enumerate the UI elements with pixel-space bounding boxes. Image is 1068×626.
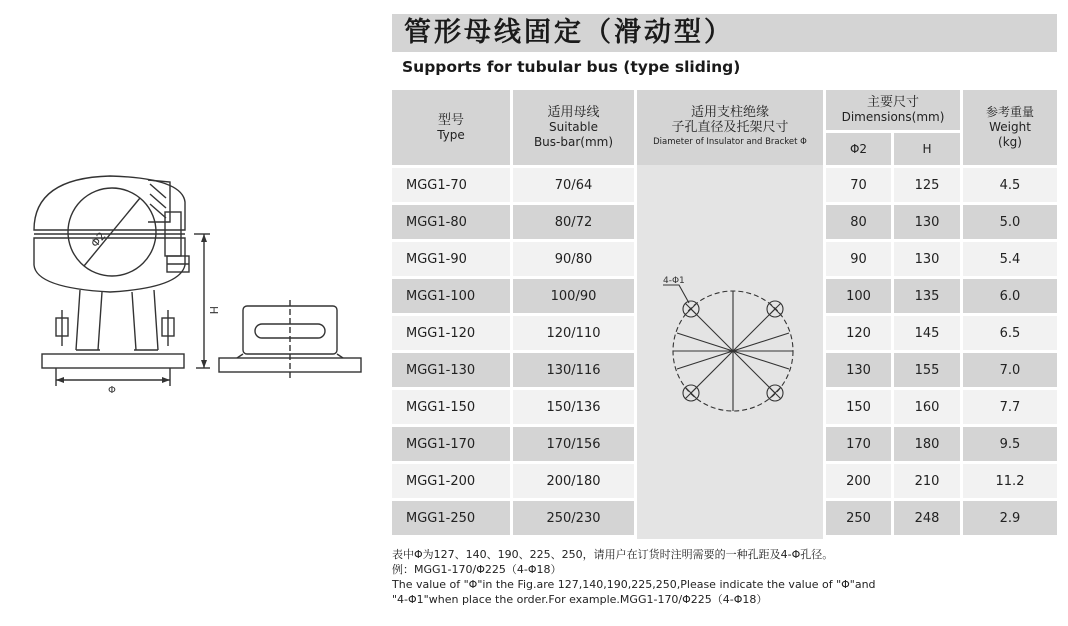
cell-bus: 150/136 [513,390,634,424]
cell-weight: 2.9 [963,501,1057,535]
spec-table [392,90,1057,539]
cell-h: 248 [894,501,960,535]
hole-label: 4-Φ1 [663,276,685,286]
cell-type: MGG1-130 [392,353,510,387]
cell-type: MGG1-70 [392,168,510,202]
header-phi2: Φ2 [826,133,891,165]
cell-h: 145 [894,316,960,350]
cell-bus: 170/156 [513,427,634,461]
cell-h: 210 [894,464,960,498]
cell-weight: 11.2 [963,464,1057,498]
cell-type: MGG1-100 [392,279,510,313]
note-line-1: 表中Φ为127、140、190、225、250，请用户在订货时注明需要的一种孔距及4-Φ孔径。 [392,548,834,561]
cell-weight: 5.4 [963,242,1057,276]
cell-weight: 6.5 [963,316,1057,350]
cell-phi2: 70 [826,168,891,202]
cell-weight: 6.0 [963,279,1057,313]
cell-type: MGG1-150 [392,390,510,424]
cell-bus: 100/90 [513,279,634,313]
note-line-2: 例：MGG1-170/Φ225（4-Φ18） [392,563,562,576]
cell-h: 130 [894,205,960,239]
header-type: 型号 Type [392,90,510,165]
phi-dim-label: Φ [108,385,116,395]
page-title-cn: 管形母线固定（滑动型） [404,17,734,48]
cell-weight: 9.5 [963,427,1057,461]
cell-weight: 7.7 [963,390,1057,424]
note-line-4: "4-Φ1"when place the order.For example.MGG1-170/Φ225（4-Φ18） [392,593,768,606]
cell-type: MGG1-250 [392,501,510,535]
cell-bus: 200/180 [513,464,634,498]
cell-phi2: 150 [826,390,891,424]
cell-type: MGG1-200 [392,464,510,498]
page-title-en: Supports for tubular bus (type sliding) [402,58,741,76]
cell-bus: 130/116 [513,353,634,387]
cell-phi2: 90 [826,242,891,276]
cell-h: 160 [894,390,960,424]
h-dim-label: H [207,306,220,315]
cell-bus: 120/110 [513,316,634,350]
cell-phi2: 100 [826,279,891,313]
header-weight: 参考重量 Weight (kg) [963,90,1057,165]
cell-bus: 80/72 [513,205,634,239]
cell-h: 155 [894,353,960,387]
header-bus: 适用母线 Suitable Bus-bar(mm) [513,90,634,165]
header-h: H [894,133,960,165]
cell-weight: 4.5 [963,168,1057,202]
cell-bus: 250/230 [513,501,634,535]
cell-phi2: 200 [826,464,891,498]
cell-bus: 70/64 [513,168,634,202]
side-view-drawing [215,300,365,380]
cell-weight: 7.0 [963,353,1057,387]
cell-h: 130 [894,242,960,276]
cell-h: 180 [894,427,960,461]
front-view-drawing [20,170,220,395]
hole-pattern-drawing [657,275,807,415]
cell-h: 135 [894,279,960,313]
notes [392,547,1052,607]
cell-bus: 90/80 [513,242,634,276]
cell-type: MGG1-120 [392,316,510,350]
cell-type: MGG1-170 [392,427,510,461]
cell-type: MGG1-90 [392,242,510,276]
cell-phi2: 130 [826,353,891,387]
header-diameter: 适用支柱绝缘 子孔直径及托架尺寸 Diameter of Insulator and Bracket Φ [637,90,823,165]
cell-weight: 5.0 [963,205,1057,239]
cell-phi2: 120 [826,316,891,350]
phi2-dim-label: Φ2 [88,229,109,250]
cell-type: MGG1-80 [392,205,510,239]
cell-phi2: 250 [826,501,891,535]
cell-h: 125 [894,168,960,202]
cell-phi2: 170 [826,427,891,461]
header-dimensions: 主要尺寸 Dimensions(mm) [826,90,960,130]
note-line-3: The value of "Φ"in the Fig.are 127,140,190,225,250,Please indicate the value of "Φ"and [392,578,876,591]
cell-phi2: 80 [826,205,891,239]
